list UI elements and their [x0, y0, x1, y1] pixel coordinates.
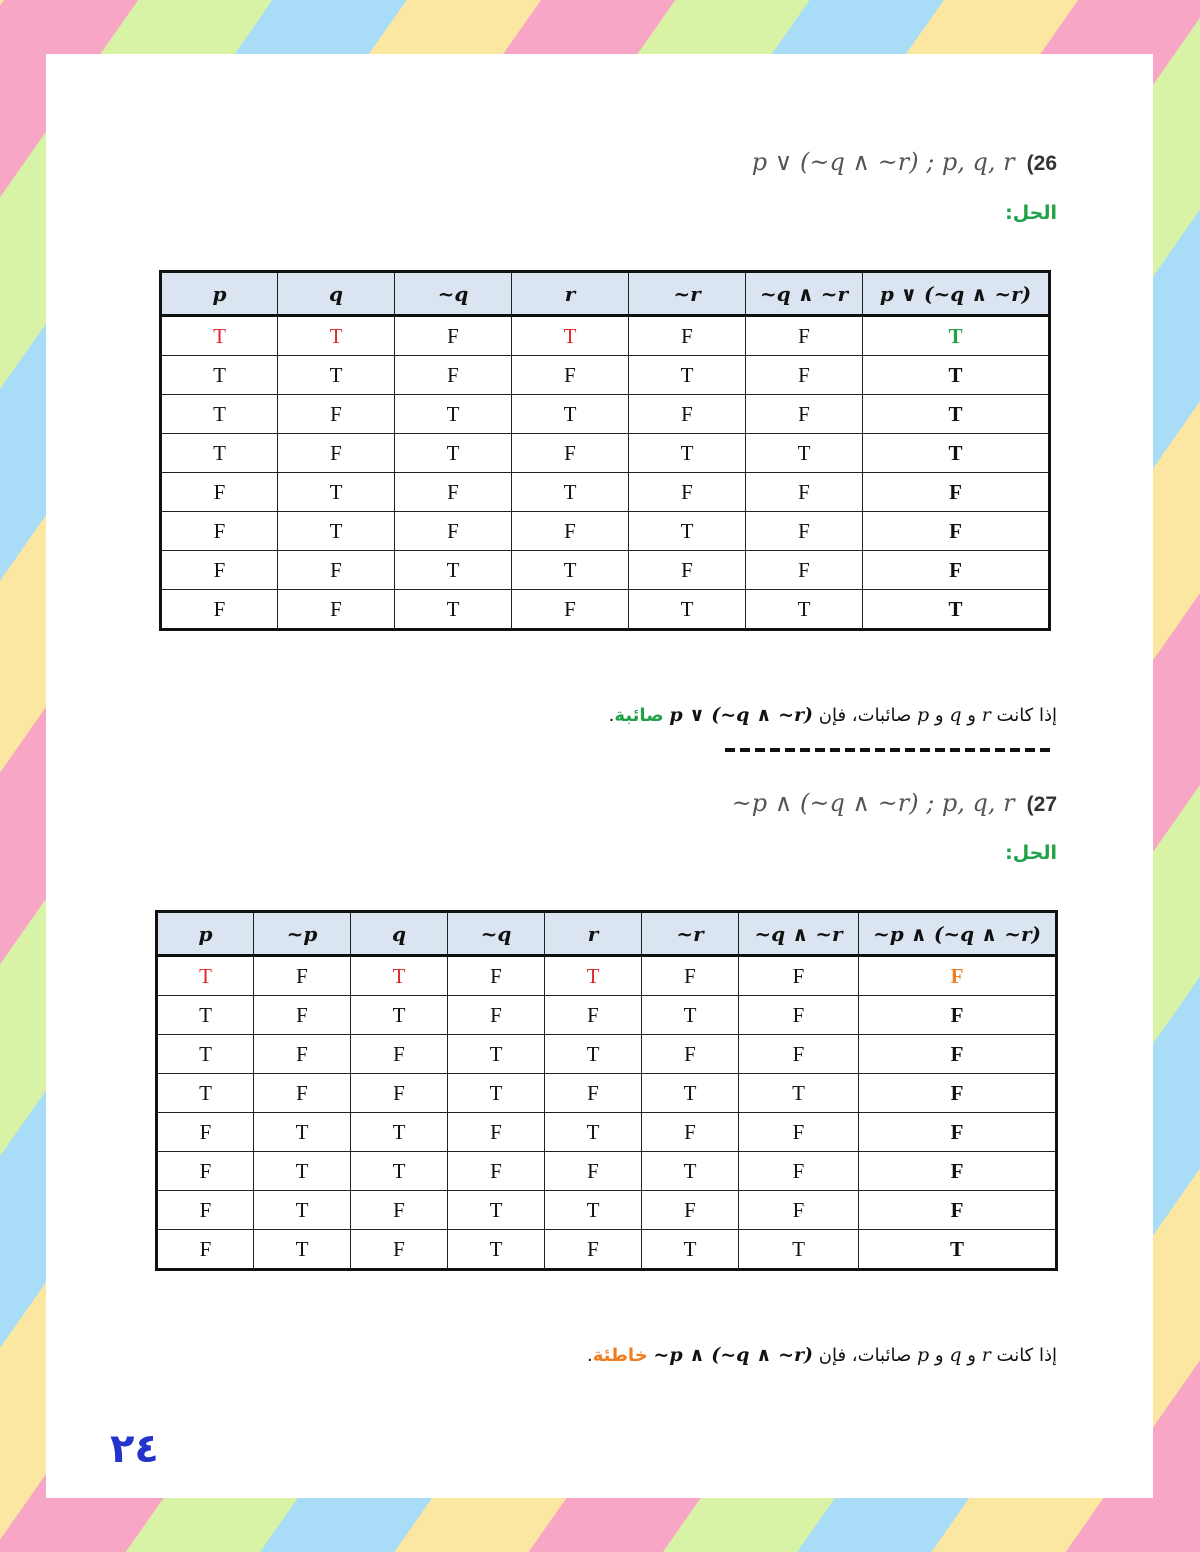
truth-table-26	[159, 270, 1051, 631]
table-cell: T	[545, 1191, 642, 1230]
var-p: p	[917, 1344, 930, 1366]
table-cell: T	[629, 512, 746, 551]
problem-26-conclusion	[609, 704, 1057, 726]
table-row	[161, 512, 1050, 551]
table-cell: F	[512, 434, 629, 473]
table-cell: F	[395, 356, 512, 395]
table-cell: F	[746, 395, 863, 434]
column-header: r	[512, 272, 629, 316]
table-cell: T	[278, 316, 395, 356]
worksheet-page	[46, 54, 1153, 1498]
table-cell: F	[629, 473, 746, 512]
table-cell: F	[629, 316, 746, 356]
table-cell: T	[863, 590, 1050, 630]
table-cell: F	[351, 1230, 448, 1270]
table-row	[157, 1191, 1057, 1230]
problem-27-conclusion	[587, 1344, 1057, 1366]
table-cell: F	[739, 996, 859, 1035]
table-cell: F	[642, 956, 739, 996]
table-row	[161, 590, 1050, 630]
conclusion-middle: صائبات، فإن	[818, 1345, 912, 1366]
table-row	[161, 316, 1050, 356]
table-cell: T	[512, 473, 629, 512]
table-cell: T	[863, 434, 1050, 473]
var-r: r	[981, 1344, 991, 1366]
truth-table-27	[155, 910, 1058, 1271]
table-cell: T	[448, 1035, 545, 1074]
conj-and: و	[934, 1345, 944, 1366]
table-cell: F	[746, 473, 863, 512]
table-cell: F	[859, 996, 1057, 1035]
table-cell: T	[395, 590, 512, 630]
table-cell: T	[859, 1230, 1057, 1270]
table-cell: T	[254, 1191, 351, 1230]
column-header: ~p	[254, 912, 351, 956]
problem-27-expression: ~p ∧ (~q ∧ ~r) ; p, q, r	[731, 789, 1015, 817]
table-row	[161, 434, 1050, 473]
table-cell: T	[161, 395, 278, 434]
table-row	[157, 956, 1057, 996]
table-cell: T	[161, 356, 278, 395]
table-cell: F	[746, 551, 863, 590]
table-cell: T	[545, 1113, 642, 1152]
column-header: q	[351, 912, 448, 956]
table-cell: T	[629, 434, 746, 473]
truth-table-27-header	[157, 912, 1057, 956]
table-cell: F	[161, 551, 278, 590]
table-cell: T	[512, 551, 629, 590]
table-cell: F	[863, 473, 1050, 512]
table-cell: F	[746, 512, 863, 551]
table-row	[157, 1230, 1057, 1270]
table-cell: F	[254, 956, 351, 996]
table-cell: T	[254, 1230, 351, 1270]
table-cell: F	[448, 956, 545, 996]
table-cell: F	[278, 434, 395, 473]
table-cell: F	[351, 1191, 448, 1230]
table-cell: F	[739, 1152, 859, 1191]
table-cell: T	[448, 1074, 545, 1113]
table-cell: F	[254, 1074, 351, 1113]
table-cell: T	[642, 996, 739, 1035]
table-cell: F	[278, 551, 395, 590]
table-cell: F	[161, 590, 278, 630]
table-cell: T	[351, 1113, 448, 1152]
table-cell: T	[863, 316, 1050, 356]
var-q: q	[949, 1344, 962, 1366]
table-cell: F	[629, 395, 746, 434]
column-header: ~p ∧ (~q ∧ ~r)	[859, 912, 1057, 956]
table-cell: T	[351, 956, 448, 996]
table-cell: F	[254, 996, 351, 1035]
table-cell: F	[859, 1191, 1057, 1230]
table-cell: T	[351, 1152, 448, 1191]
table-cell: F	[739, 1035, 859, 1074]
table-cell: T	[278, 473, 395, 512]
table-cell: F	[629, 551, 746, 590]
period: .	[608, 705, 615, 726]
column-header: ~q	[448, 912, 545, 956]
table-row	[161, 473, 1050, 512]
truth-table-26-header	[161, 272, 1050, 316]
conclusion-middle: صائبات، فإن	[818, 705, 912, 726]
table-row	[157, 1035, 1057, 1074]
problem-27-solution-label: الحل:	[1005, 842, 1057, 864]
table-cell: T	[157, 1074, 254, 1113]
table-cell: T	[448, 1230, 545, 1270]
table-cell: F	[161, 512, 278, 551]
table-cell: F	[395, 316, 512, 356]
table-cell: F	[254, 1035, 351, 1074]
problem-26-expression: p ∨ (~q ∧ ~r) ; p, q, r	[751, 148, 1015, 176]
var-p: p	[917, 704, 930, 726]
table-cell: T	[157, 996, 254, 1035]
page-number: ٢٤	[110, 1426, 159, 1472]
table-cell: F	[512, 512, 629, 551]
table-cell: F	[859, 1113, 1057, 1152]
conclusion-expression: p ∨ (~q ∧ ~r)	[669, 704, 814, 726]
table-cell: F	[642, 1113, 739, 1152]
problem-26-solution-label: الحل:	[1005, 202, 1057, 224]
table-cell: F	[545, 1230, 642, 1270]
table-row	[157, 1152, 1057, 1191]
table-cell: F	[746, 316, 863, 356]
table-row	[161, 551, 1050, 590]
column-header: ~r	[642, 912, 739, 956]
conj-and: و	[967, 705, 976, 726]
table-cell: F	[395, 512, 512, 551]
table-cell: F	[157, 1230, 254, 1270]
table-cell: F	[863, 551, 1050, 590]
var-q: q	[949, 704, 962, 726]
table-cell: F	[739, 1113, 859, 1152]
table-cell: F	[746, 356, 863, 395]
table-cell: T	[395, 551, 512, 590]
var-r: r	[981, 704, 991, 726]
conclusion-prefix: إذا كانت	[996, 1345, 1057, 1366]
table-cell: T	[254, 1113, 351, 1152]
table-cell: T	[739, 1230, 859, 1270]
table-cell: T	[161, 434, 278, 473]
table-cell: F	[642, 1191, 739, 1230]
table-cell: T	[395, 395, 512, 434]
table-cell: T	[157, 1035, 254, 1074]
table-cell: T	[739, 1074, 859, 1113]
table-cell: T	[629, 356, 746, 395]
verdict-false-badge: خاطئة	[592, 1345, 648, 1366]
column-header: p	[161, 272, 278, 316]
table-row	[157, 1074, 1057, 1113]
table-cell: F	[545, 1152, 642, 1191]
table-cell: T	[642, 1230, 739, 1270]
table-row	[161, 356, 1050, 395]
table-cell: T	[254, 1152, 351, 1191]
table-cell: F	[512, 590, 629, 630]
column-header: ~q ∧ ~r	[746, 272, 863, 316]
table-cell: T	[545, 1035, 642, 1074]
table-cell: T	[278, 356, 395, 395]
table-cell: F	[351, 1074, 448, 1113]
table-row	[161, 395, 1050, 434]
table-cell: F	[157, 1113, 254, 1152]
table-cell: F	[278, 395, 395, 434]
table-cell: F	[545, 1074, 642, 1113]
table-cell: F	[351, 1035, 448, 1074]
problem-27-statement	[732, 789, 1057, 817]
column-header: p ∨ (~q ∧ ~r)	[863, 272, 1050, 316]
table-cell: T	[545, 956, 642, 996]
table-cell: F	[863, 512, 1050, 551]
table-cell: T	[351, 996, 448, 1035]
column-header: ~q ∧ ~r	[739, 912, 859, 956]
period: .	[586, 1345, 593, 1366]
section-divider	[725, 748, 1055, 752]
conclusion-expression: ~p ∧ (~q ∧ ~r)	[653, 1344, 814, 1366]
table-cell: T	[629, 590, 746, 630]
table-cell: T	[448, 1191, 545, 1230]
table-cell: T	[278, 512, 395, 551]
table-cell: F	[157, 1152, 254, 1191]
column-header: ~q	[395, 272, 512, 316]
table-cell: T	[642, 1074, 739, 1113]
table-cell: F	[448, 1113, 545, 1152]
table-cell: F	[278, 590, 395, 630]
table-cell: F	[395, 473, 512, 512]
table-cell: T	[512, 316, 629, 356]
column-header: ~r	[629, 272, 746, 316]
problem-26-number: (26	[1026, 152, 1057, 175]
problem-27-number: (27	[1026, 793, 1057, 816]
table-cell: T	[512, 395, 629, 434]
table-cell: F	[859, 1035, 1057, 1074]
table-cell: T	[161, 316, 278, 356]
table-cell: F	[739, 1191, 859, 1230]
table-cell: F	[859, 956, 1057, 996]
table-cell: T	[395, 434, 512, 473]
table-cell: T	[863, 356, 1050, 395]
table-cell: F	[642, 1035, 739, 1074]
table-row	[157, 996, 1057, 1035]
problem-26-statement	[752, 148, 1057, 176]
table-cell: T	[863, 395, 1050, 434]
table-row	[157, 1113, 1057, 1152]
table-cell: F	[859, 1152, 1057, 1191]
verdict-true-badge: صائبة	[614, 705, 664, 726]
table-cell: F	[448, 1152, 545, 1191]
table-cell: F	[161, 473, 278, 512]
conj-and: و	[967, 1345, 976, 1366]
column-header: p	[157, 912, 254, 956]
table-cell: F	[859, 1074, 1057, 1113]
conclusion-prefix: إذا كانت	[996, 705, 1057, 726]
table-cell: F	[512, 356, 629, 395]
table-cell: F	[739, 956, 859, 996]
table-cell: F	[157, 1191, 254, 1230]
column-header: r	[545, 912, 642, 956]
conj-and: و	[934, 705, 944, 726]
column-header: q	[278, 272, 395, 316]
table-cell: T	[642, 1152, 739, 1191]
table-cell: T	[157, 956, 254, 996]
table-cell: T	[746, 590, 863, 630]
table-cell: T	[746, 434, 863, 473]
table-cell: F	[545, 996, 642, 1035]
table-cell: F	[448, 996, 545, 1035]
